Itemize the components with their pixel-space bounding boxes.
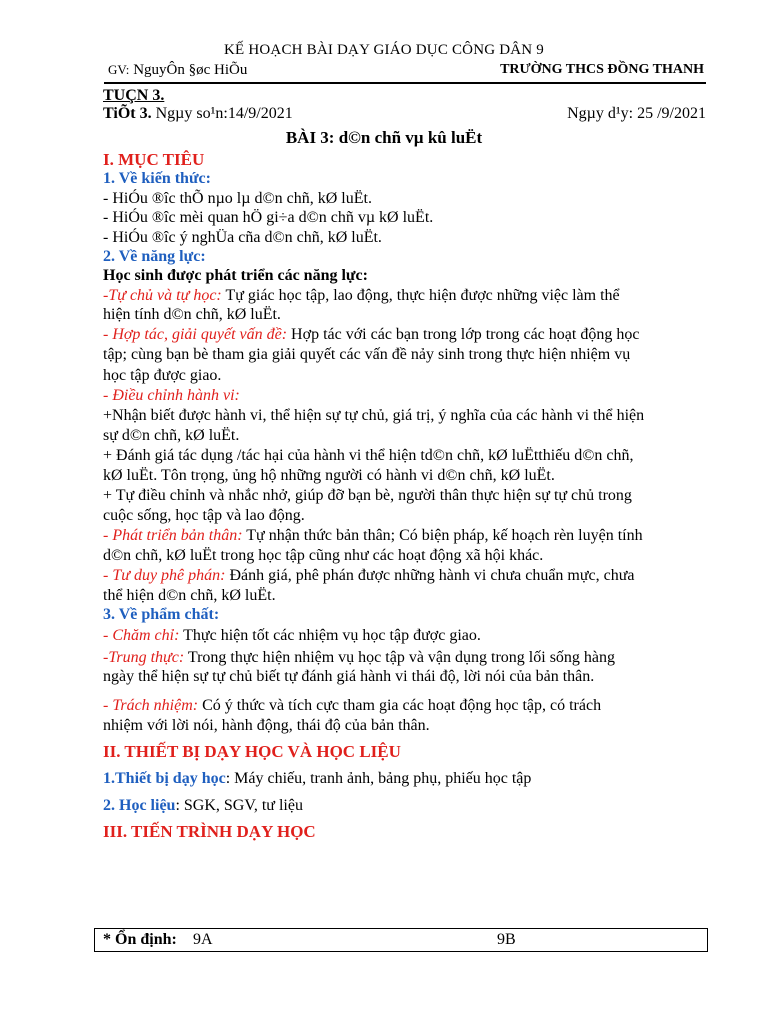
quality-text: Thực hiện tốt các nhiệm vụ học tập được giao. xyxy=(179,627,481,644)
skill-text-line: thể hiện d©n chñ, kØ luËt. xyxy=(103,587,276,604)
materials-line xyxy=(103,796,303,816)
period-line xyxy=(103,104,293,124)
skill-text-line: d©n chñ, kØ luËt trong học tập cũng như các hoạt động xã hội khác. xyxy=(103,547,544,564)
skill-label: - Phát triển bản thân: xyxy=(103,527,243,544)
skill-text-line: + Tự điều chỉnh và nhắc nhở, giúp đỡ bạn bè, người thân thực hiện sự tự chủ trong xyxy=(103,487,632,504)
materials-text: : SGK, SGV, tư liệu xyxy=(175,797,303,814)
skill-text-line: + Đánh giá tác dụng /tác hại của hành vi thể hiện td©n chñ, kØ luËtthiếu d©n chñ, xyxy=(103,447,634,464)
quality-text-line: nhiệm với lời nói, hành động, thái độ của bản thân. xyxy=(103,717,430,734)
skill-text: Tự giác học tập, lao động, thực hiện được những việc làm thể xyxy=(221,287,620,304)
equipment-text: : Máy chiếu, tranh ảnh, bảng phụ, phiếu học tập xyxy=(225,770,532,787)
skill-text-line: hiện tính d©n chñ, kØ luËt. xyxy=(103,306,281,323)
skill-behavior-label: - Điều chỉnh hành vi: xyxy=(103,387,240,404)
skill-text-line: cuộc sống, học tập và lao động. xyxy=(103,507,305,524)
skill-text-line: +Nhận biết được hành vi, thể hiện sự tự chủ, giá trị, ý nghĩa của các hành vi thể hiện xyxy=(103,407,645,424)
quality-text-line: ngày thể hiện sự tự chủ biết tự đánh giá hành vi thái độ, lời nói của bản thân. xyxy=(103,668,595,685)
draft-date: Ngµy so¹n:14/9/2021 xyxy=(155,105,293,122)
class-9b: 9B xyxy=(497,931,516,948)
skill-label: - Tư duy phê phán: xyxy=(103,567,226,584)
skill-self-study xyxy=(103,286,620,306)
section-equipment-heading: II. THIẾT BỊ DẠY HỌC VÀ HỌC LIỆU xyxy=(103,742,401,761)
week-label: TUÇN 3. xyxy=(103,87,165,104)
skills-intro: Học sinh được phát triển các năng lực: xyxy=(103,267,368,284)
skill-text-line: tập; cùng bạn bè tham gia giải quyết các vấn đề nảy sinh trong thực hiện nhiệm vụ xyxy=(103,346,631,363)
skill-text: Hợp tác với các bạn trong lớp trong các hoạt động học xyxy=(287,326,640,343)
skill-text: Tự nhận thức bản thân; Có biện pháp, kế hoạch rèn luyện tính xyxy=(242,527,643,544)
teacher-info xyxy=(108,62,247,79)
header-row xyxy=(104,62,706,84)
lesson-title: BÀI 3: d©n chñ vµ kû luËt xyxy=(285,128,483,147)
quality-label: - Trách nhiệm: xyxy=(103,697,199,714)
equipment-label: 1.Thiết bị dạy học xyxy=(103,770,226,787)
quality-text: Trong thực hiện nhiệm vụ học tập và vận dụng trong lối sống hàng xyxy=(184,649,616,666)
knowledge-heading: 1. Về kiến thức: xyxy=(103,170,211,187)
section-process-heading: III. TIẾN TRÌNH DẠY HỌC xyxy=(103,822,316,841)
teacher-name: NguyÔn §øc HiÕu xyxy=(133,62,248,78)
skill-critical-thinking xyxy=(103,566,635,586)
document-header-title: KẾ HOẠCH BÀI DẠY GIÁO DỤC CÔNG DÂN 9 xyxy=(224,42,544,58)
school-name: TRƯỜNG THCS ĐỒNG THANH xyxy=(500,62,704,77)
section-objectives-heading: I. MỤC TIÊU xyxy=(103,150,205,169)
quality-responsibility xyxy=(103,696,601,716)
stabilize-table xyxy=(94,928,708,952)
qualities-heading: 3. Về phẩm chất: xyxy=(103,606,220,623)
skills-heading: 2. Về năng lực: xyxy=(103,248,206,265)
skill-text-line: kØ luËt. Tôn trọng, ủng hộ những người có hành vi d©n chñ, kØ luËt. xyxy=(103,467,555,484)
skill-text-line: sự d©n chñ, kØ luËt. xyxy=(103,427,240,444)
quality-honesty xyxy=(103,648,615,668)
class-9a: 9A xyxy=(193,931,213,948)
quality-label: -Trung thực: xyxy=(103,649,185,666)
skill-label: -Tự chủ và tự học: xyxy=(103,287,222,304)
skill-label: - Hợp tác, giải quyết vấn đề: xyxy=(103,326,288,343)
quality-diligence xyxy=(103,626,481,646)
materials-label: 2. Học liệu xyxy=(103,797,176,814)
stabilize-label: * Ổn định: xyxy=(103,931,177,948)
knowledge-item: - HiÓu ®îc mèi quan hÖ gi÷a d©n chñ vµ kØ luËt. xyxy=(103,209,434,226)
quality-text: Có ý thức và tích cực tham gia các hoạt động học tập, có trách xyxy=(198,697,602,714)
knowledge-item: - HiÓu ®îc thÕ nµo lµ d©n chñ, kØ luËt. xyxy=(103,190,372,207)
equipment-line xyxy=(103,769,531,789)
period-label: TiÕt 3. xyxy=(103,105,152,122)
skill-text-line: học tập được giao. xyxy=(103,367,222,384)
knowledge-item: - HiÓu ®îc ý nghÜa cña d©n chñ, kØ luËt. xyxy=(103,229,382,246)
skill-self-development xyxy=(103,526,643,546)
skill-cooperation xyxy=(103,325,639,345)
quality-label: - Chăm chỉ: xyxy=(103,627,180,644)
teacher-label: GV: xyxy=(108,62,130,77)
teach-date: Ngµy d¹y: 25 /9/2021 xyxy=(567,105,706,122)
skill-text: Đánh giá, phê phán được những hành vi chưa chuẩn mực, chưa xyxy=(225,567,635,584)
